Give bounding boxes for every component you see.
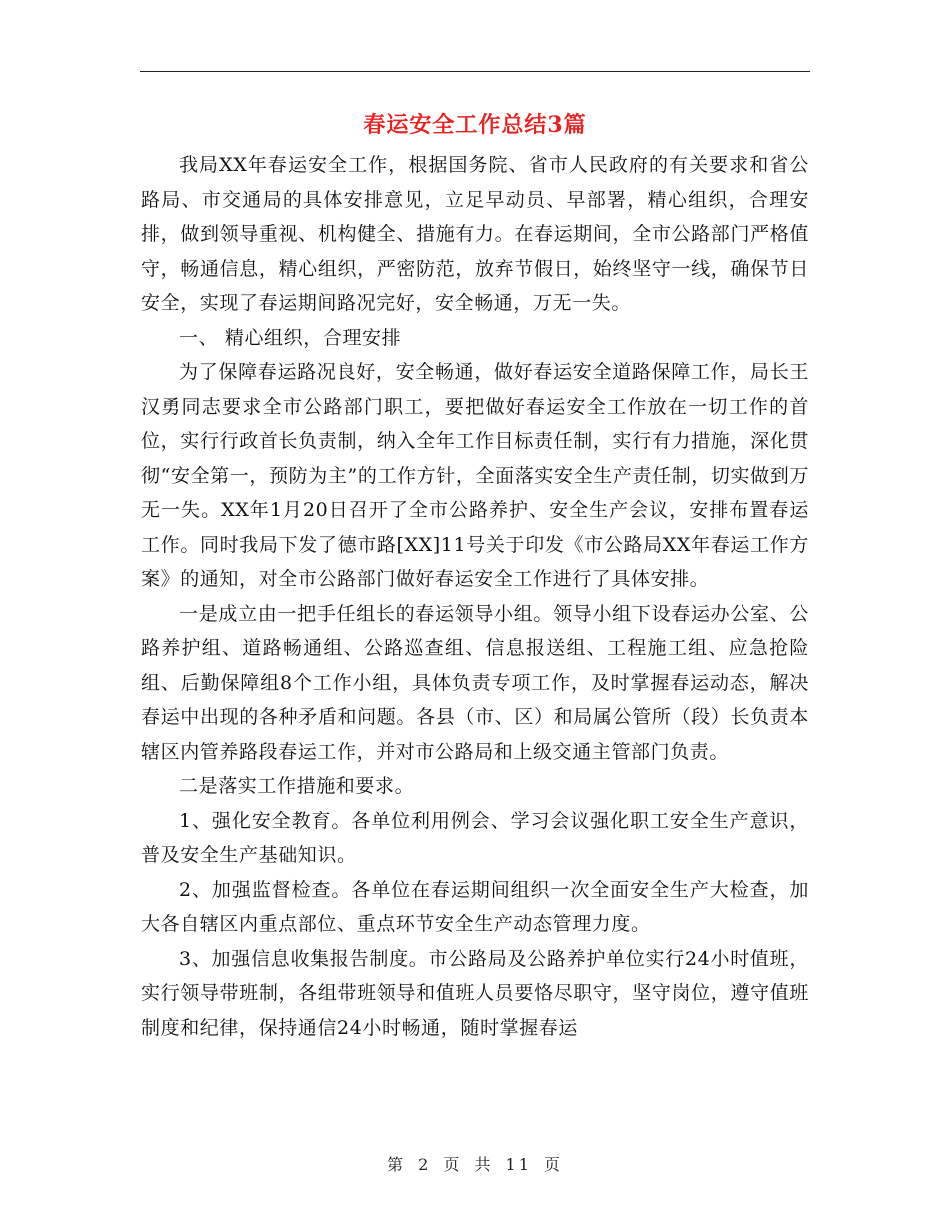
section-heading-1: 一、 精心组织，合理安排: [179, 326, 402, 349]
paragraph-measures-heading: 二是落实工作措施和要求。: [179, 775, 415, 797]
paragraph-measure-3: 3、加强信息收集报告制度。市公路局及公路养护单位实行24小时值班，实行领导带班制，各组带班领导和值班人员要恪尽职守，坚守岗位，遵守值班制度和纪律，保持通信24小时畅通，随时掌握春运: [141, 947, 809, 1039]
paragraph-leadership-group: 一是成立由一把手任组长的春运领导小组。领导小组下设春运办公室、公路养护组、道路畅通组、公路巡查组、信息报送组、工程施工组、应急抢险组、后勤保障组8个工作小组，具体负责专项工作，及时掌握春运动态，解决春运中出现的各种矛盾和问题。各县（市、区）和局属公管所（段）长负责本辖区内管养路段春运工作，并对市公路局和上级交通主管部门负责。: [141, 602, 809, 763]
paragraph-arrangement: 为了保障春运路况良好，安全畅通，做好春运安全道路保障工作，局长王汉勇同志要求全市公路部门职工，要把做好春运安全工作放在一切工作的首位，实行行政首长负责制，纳入全年工作目标责任制，实行有力措施，深化贯彻“安全第一，预防为主”的工作方针，全面落实安全生产责任制，切实做到万无一失。XX年1月20日召开了全市公路养护、安全生产会议，安排布置春运工作。同时我局下发了德市路[XX]11号关于印发《市公路局XX年春运工作方案》的通知，对全市公路部门做好春运安全工作进行了具体安排。: [141, 361, 809, 590]
paragraph-intro: 我局XX年春运安全工作，根据国务院、省市人民政府的有关要求和省公路局、市交通局的具体安排意见，立足早动员、早部署，精心组织，合理安排，做到领导重视、机构健全、措施有力。在春运期间，全市公路部门严格值守，畅通信息，精心组织，严密防范，放弃节假日，始终坚守一线，确保节日安全，实现了春运期间路况完好，安全畅通，万无一失。: [141, 154, 809, 314]
paragraph-measure-1: 1、强化安全教育。各单位利用例会、学习会议强化职工安全生产意识，普及安全生产基础知识。: [141, 809, 809, 866]
header-rule: [140, 71, 810, 72]
document-title: 春运安全工作总结3篇: [363, 112, 587, 138]
paragraph-measure-2: 2、加强监督检查。各单位在春运期间组织一次全面安全生产大检查，加大各自辖区内重点部位、重点环节安全生产动态管理力度。: [141, 878, 809, 935]
document-body: [141, 148, 809, 1045]
page-number-footer: 第 2 页 共 11 页: [387, 1155, 563, 1174]
